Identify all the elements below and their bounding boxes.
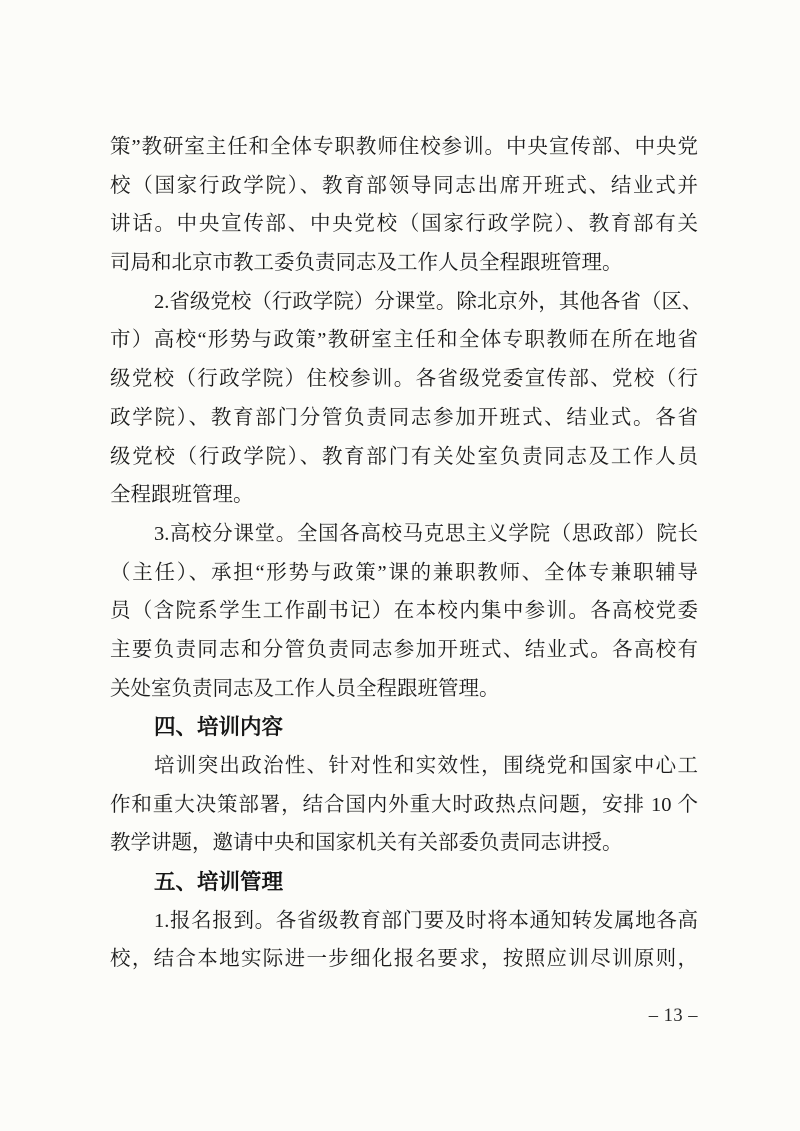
text-line: 培训突出政治性、针对性和实效性，围绕党和国家中心工 (154, 755, 698, 777)
text-line: 2.省级党校（行政学院）分课堂。除北京外，其他各省（区、 (154, 290, 703, 313)
text-line: 1.报名报到。各省级教育部门要及时将本通知转发属地各高 (154, 909, 698, 932)
text-line: 关处室负责同志及工作人员全程跟班管理。 (110, 677, 500, 700)
text-line: 级党校（行政学院）住校参训。各省级党委宣传部、党校（行 (110, 368, 698, 391)
text-line: 司局和北京市教工委负责同志及工作人员全程跟班管理。 (110, 252, 623, 275)
text-line: 教学讲题，邀请中央和国家机关有关部委负责同志讲授。 (110, 832, 623, 855)
text-line: 校（国家行政学院）、教育部领导同志出席开班式、结业式并 (110, 174, 698, 197)
document-body (110, 128, 703, 979)
section-heading: 四、培训内容 (154, 715, 284, 740)
page-number: – 13 – (648, 1006, 698, 1026)
text-line: 校，结合本地实际进一步细化报名要求，按照应训尽训原则， (110, 948, 698, 971)
text-line: 主要负责同志和分管负责同志参加开班式、结业式。各高校有 (110, 638, 698, 661)
text-line: 员（含院系学生工作副书记）在本校内集中参训。各高校党委 (110, 600, 698, 623)
text-line: 作和重大决策部署，结合国内外重大时政热点问题，安排 10 个 (110, 793, 698, 816)
text-line: 全程跟班管理。 (110, 484, 254, 507)
text-line: 级党校（行政学院）、教育部门有关处室负责同志及工作人员 (110, 445, 698, 468)
text-line: 政学院）、教育部门分管负责同志参加开班式、结业式。各省 (110, 406, 698, 429)
text-line: 3.高校分课堂。全国各高校马克思主义学院（思政部）院长 (154, 522, 698, 545)
text-line: （主任）、承担“形势与政策”课的兼职教师、全体专兼职辅导 (110, 561, 698, 584)
text-line: 策”教研室主任和全体专职教师住校参训。中央宣传部、中央党 (110, 136, 698, 158)
text-line: 市）高校“形势与政策”教研室主任和全体专职教师在所在地省 (110, 329, 698, 352)
section-heading: 五、培训管理 (154, 870, 284, 895)
text-line: 讲话。中央宣传部、中央党校（国家行政学院）、教育部有关 (110, 213, 698, 236)
